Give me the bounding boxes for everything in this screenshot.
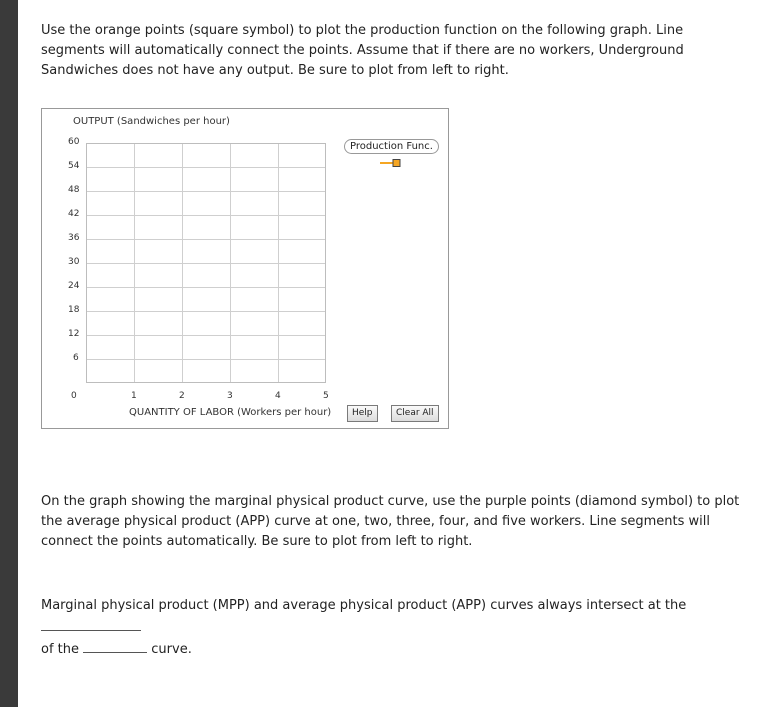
grid-line-horizontal	[87, 215, 325, 216]
grid-line-horizontal	[87, 167, 325, 168]
y-tick-label: 42	[68, 209, 80, 219]
production-instructions: Use the orange points (square symbol) to plot the production function on the following graph. Line segments will automatically connect the points. Assume that if there are no workers, Underground Sandwiches does not have any output. Be sure to plot from left to right.	[41, 23, 684, 78]
answer-blank-2[interactable]	[83, 638, 147, 653]
grid-line-vertical	[134, 144, 135, 382]
y-tick-label: 12	[68, 329, 80, 339]
y-tick-label: 48	[68, 185, 80, 195]
y-tick-label: 54	[68, 161, 80, 171]
y-tick-zero: 0	[71, 391, 77, 401]
grid-line-horizontal	[87, 287, 325, 288]
help-button[interactable]: Help	[347, 405, 378, 422]
grid-line-horizontal	[87, 263, 325, 264]
production-graph-tool	[41, 108, 449, 429]
x-tick-label: 4	[275, 391, 281, 401]
answer-blank-1[interactable]	[41, 616, 141, 631]
orange-square-point-tool-icon[interactable]	[380, 158, 402, 168]
grid-line-horizontal	[87, 191, 325, 192]
grid-line-horizontal	[87, 311, 325, 312]
grid-line-vertical	[182, 144, 183, 382]
x-tick-label: 2	[179, 391, 185, 401]
y-tick-label: 36	[68, 233, 80, 243]
question-part2: of the	[41, 642, 79, 657]
x-axis-title: QUANTITY OF LABOR (Workers per hour)	[129, 407, 332, 418]
clear-all-button[interactable]: Clear All	[391, 405, 439, 422]
grid-line-horizontal	[87, 335, 325, 336]
y-tick-label: 18	[68, 305, 80, 315]
plot-area[interactable]	[86, 143, 326, 383]
grid-line-horizontal	[87, 239, 325, 240]
y-tick-label: 6	[73, 353, 79, 363]
grid-line-vertical	[278, 144, 279, 382]
page	[18, 0, 775, 707]
question-part1: Marginal physical product (MPP) and average physical product (APP) curves always intersect at the	[41, 598, 687, 613]
fill-in-question	[41, 596, 761, 660]
y-tick-label: 24	[68, 281, 80, 291]
grid-line-vertical	[230, 144, 231, 382]
y-tick-label: 60	[68, 137, 80, 147]
y-axis-title: OUTPUT (Sandwiches per hour)	[73, 116, 230, 127]
question-part3: curve.	[151, 642, 192, 657]
legend-production-func: Production Func.	[344, 139, 439, 154]
x-tick-label: 3	[227, 391, 233, 401]
grid-line-horizontal	[87, 359, 325, 360]
y-tick-label: 30	[68, 257, 80, 267]
x-tick-label: 1	[131, 391, 137, 401]
app-instructions: On the graph showing the marginal physical product curve, use the purple points (diamond symbol) to plot the average physical product (APP) curve at one, two, three, four, and five workers. Line segments will connect the points automatically. Be sure to plot from left to right.	[41, 494, 740, 549]
x-tick-label: 5	[323, 391, 329, 401]
